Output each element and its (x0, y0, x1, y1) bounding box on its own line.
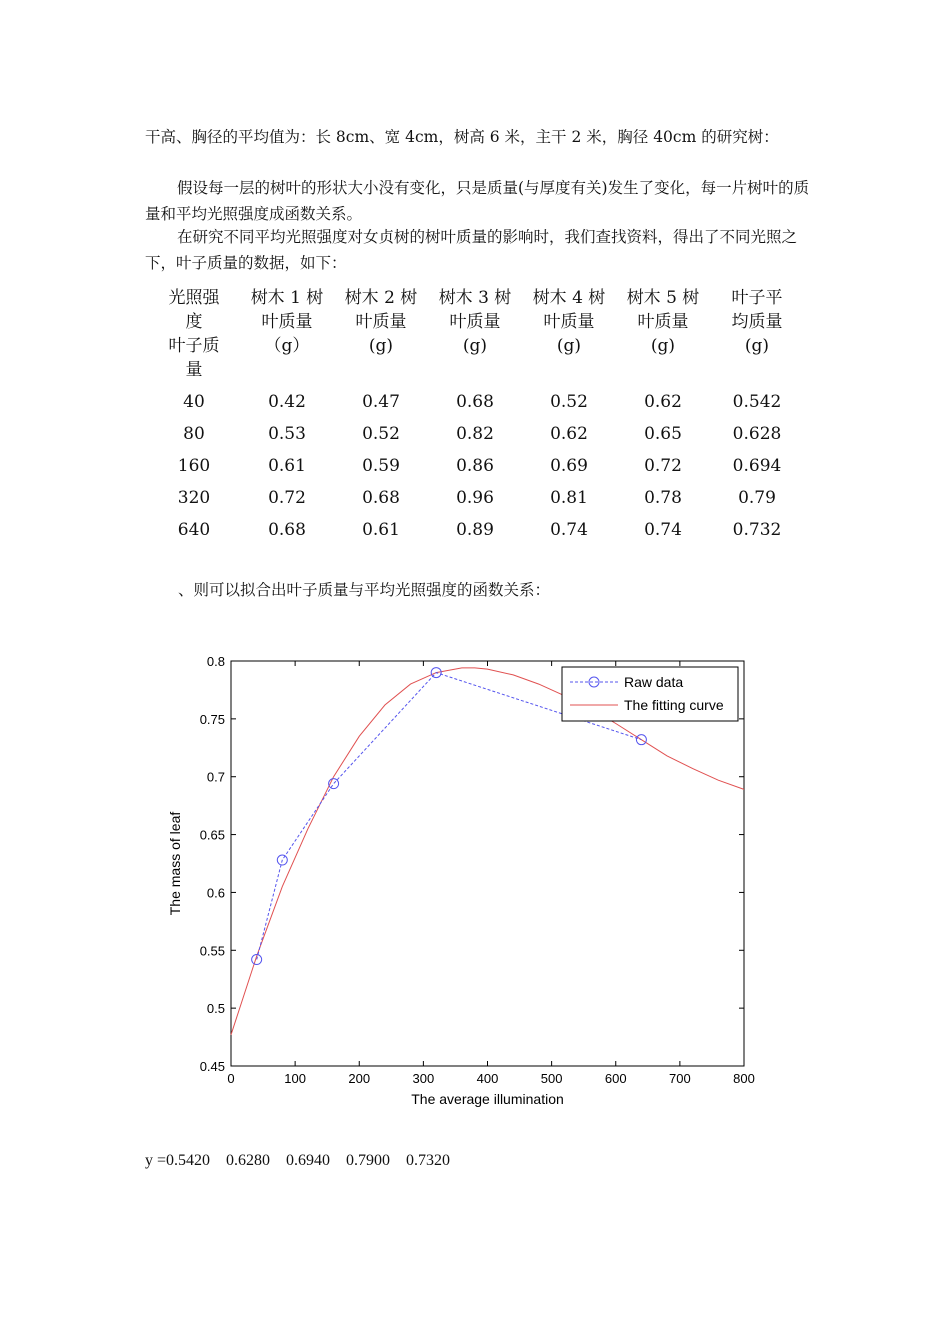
table-header-cell (240, 286, 334, 386)
y-tick-label: 0.75 (199, 711, 225, 727)
table-cell: 0.69 (550, 456, 588, 476)
table-header-text: 树木 4 树 (532, 288, 606, 308)
table-cell: 640 (177, 520, 211, 540)
table-cell: 0.74 (644, 520, 682, 540)
table-row (148, 418, 804, 450)
table-header-cell (148, 286, 240, 386)
table-header-cell (710, 286, 804, 386)
table-header-cell (616, 286, 710, 386)
table-header-text: 叶质量 (637, 312, 689, 332)
table-cell: 0.72 (268, 488, 306, 508)
y-tick-label: 0.55 (199, 943, 225, 959)
result-values-line: y =0.5420 0.6280 0.6940 0.7900 0.7320 (145, 1152, 451, 1169)
y-tick-label: 0.5 (206, 1001, 225, 1017)
table-cell: 0.732 (732, 520, 782, 540)
table-header-text: 光照强 (168, 288, 220, 308)
leaf-mass-table (148, 286, 804, 546)
table-cell: 0.52 (550, 392, 588, 412)
y-tick-label: 0.7 (206, 769, 225, 785)
table-cell: 0.74 (550, 520, 588, 540)
leaf-mass-chart (160, 645, 770, 1115)
table-header-text: 度 (185, 312, 203, 332)
table-header-text: 叶质量 (355, 312, 407, 332)
table-header-text: (g) (368, 336, 394, 356)
table-cell: 0.694 (732, 456, 782, 476)
table-row (148, 482, 804, 514)
research-paragraph: 在研究不同平均光照强度对女贞树的树叶质量的影响时，我们查找资料，得出了不同光照之下，叶子质量的数据，如下： (145, 228, 798, 272)
table-header-text: (g) (744, 336, 770, 356)
x-tick-label: 200 (348, 1071, 371, 1086)
x-tick-label: 500 (540, 1071, 563, 1086)
x-tick-label: 300 (412, 1071, 435, 1086)
table-header-cell (522, 286, 616, 386)
table-header-text: 树木 2 树 (344, 288, 418, 308)
table-cell: 40 (183, 392, 205, 412)
table-row (148, 514, 804, 546)
table-header-text: 树木 5 树 (626, 288, 700, 308)
x-tick-label: 400 (476, 1071, 499, 1086)
table-cell: 0.42 (268, 392, 306, 412)
table-cell: 320 (177, 488, 211, 508)
table-header-text: 叶子平 (731, 288, 783, 308)
fitting-paragraph: 、则可以拟合出叶子质量与平均光照强度的函数关系： (178, 581, 551, 599)
table-body (148, 386, 804, 546)
table-cell: 0.62 (644, 392, 682, 412)
table-cell: 0.61 (268, 456, 306, 476)
table-header-text: 树木 1 树 (250, 288, 324, 308)
table-cell: 0.61 (362, 520, 400, 540)
table-row (148, 450, 804, 482)
table-header-text: 均质量 (731, 312, 783, 332)
table-cell: 0.79 (738, 488, 776, 508)
y-tick-label: 0.65 (199, 827, 225, 843)
x-tick-label: 800 (733, 1071, 755, 1086)
table-cell: 0.47 (362, 392, 400, 412)
table-cell: 0.96 (456, 488, 494, 508)
plot-frame (231, 661, 744, 1066)
legend-fitting-curve-label: The fitting curve (624, 697, 724, 713)
x-tick-label: 700 (669, 1071, 691, 1086)
table-cell: 0.86 (456, 456, 494, 476)
fitting-curve-line (231, 668, 744, 1035)
table-header-text: (g) (650, 336, 676, 356)
table-header-cell (334, 286, 428, 386)
table-cell: 0.68 (362, 488, 400, 508)
table-header-row (148, 286, 804, 386)
table-cell: 0.65 (644, 424, 682, 444)
table-cell: 0.68 (456, 392, 494, 412)
table-cell: 0.72 (644, 456, 682, 476)
y-tick-label: 0.45 (199, 1059, 225, 1074)
table-cell: 0.68 (268, 520, 306, 540)
table-header-text: (g) (462, 336, 488, 356)
table-cell: 0.89 (456, 520, 494, 540)
assumption-paragraph: 假设每一层的树叶的形状大小没有变化，只是质量(与厚度有关)发生了变化，每一片树叶的质量和平均光照强度成函数关系。 (145, 179, 810, 223)
table-cell: 0.53 (268, 424, 306, 444)
table-cell: 0.81 (550, 488, 588, 508)
table-cell: 0.542 (732, 392, 782, 412)
table-cell: 160 (177, 456, 211, 476)
y-tick-label: 0.6 (206, 885, 225, 901)
table-cell: 0.78 (644, 488, 682, 508)
table-cell: 0.59 (362, 456, 400, 476)
intro-paragraph: 干高、胸径的平均值为：长 8cm、宽 4cm，树高 6 米，主干 2 米，胸径 40cm 的研究树： (145, 128, 779, 146)
table-cell: 80 (183, 424, 205, 444)
table-header-text: (g) (556, 336, 582, 356)
y-axis-label: The mass of leaf (167, 811, 183, 916)
table-header-text: 叶子质 (168, 336, 220, 356)
table-cell: 0.628 (732, 424, 782, 444)
y-tick-label: 0.8 (206, 654, 225, 669)
chart-legend (562, 667, 738, 721)
table-header-text: 树木 3 树 (438, 288, 512, 308)
table-header-text: 叶质量 (543, 312, 595, 332)
table-cell: 0.62 (550, 424, 588, 444)
table-header-cell (428, 286, 522, 386)
table-cell: 0.82 (456, 424, 494, 444)
x-axis-label: The average illumination (411, 1091, 564, 1107)
table-header-text: 叶质量 (261, 312, 313, 332)
x-tick-label: 100 (284, 1071, 306, 1086)
x-tick-label: 0 (227, 1071, 235, 1086)
series-layer (231, 668, 744, 1035)
legend-raw-data-label: Raw data (624, 674, 684, 690)
table-header-text: 量 (185, 360, 203, 380)
table-header-text: （g） (264, 336, 310, 356)
table-cell: 0.52 (362, 424, 400, 444)
table-row (148, 386, 804, 418)
x-tick-label: 600 (604, 1071, 627, 1086)
table-header-text: 叶质量 (449, 312, 501, 332)
